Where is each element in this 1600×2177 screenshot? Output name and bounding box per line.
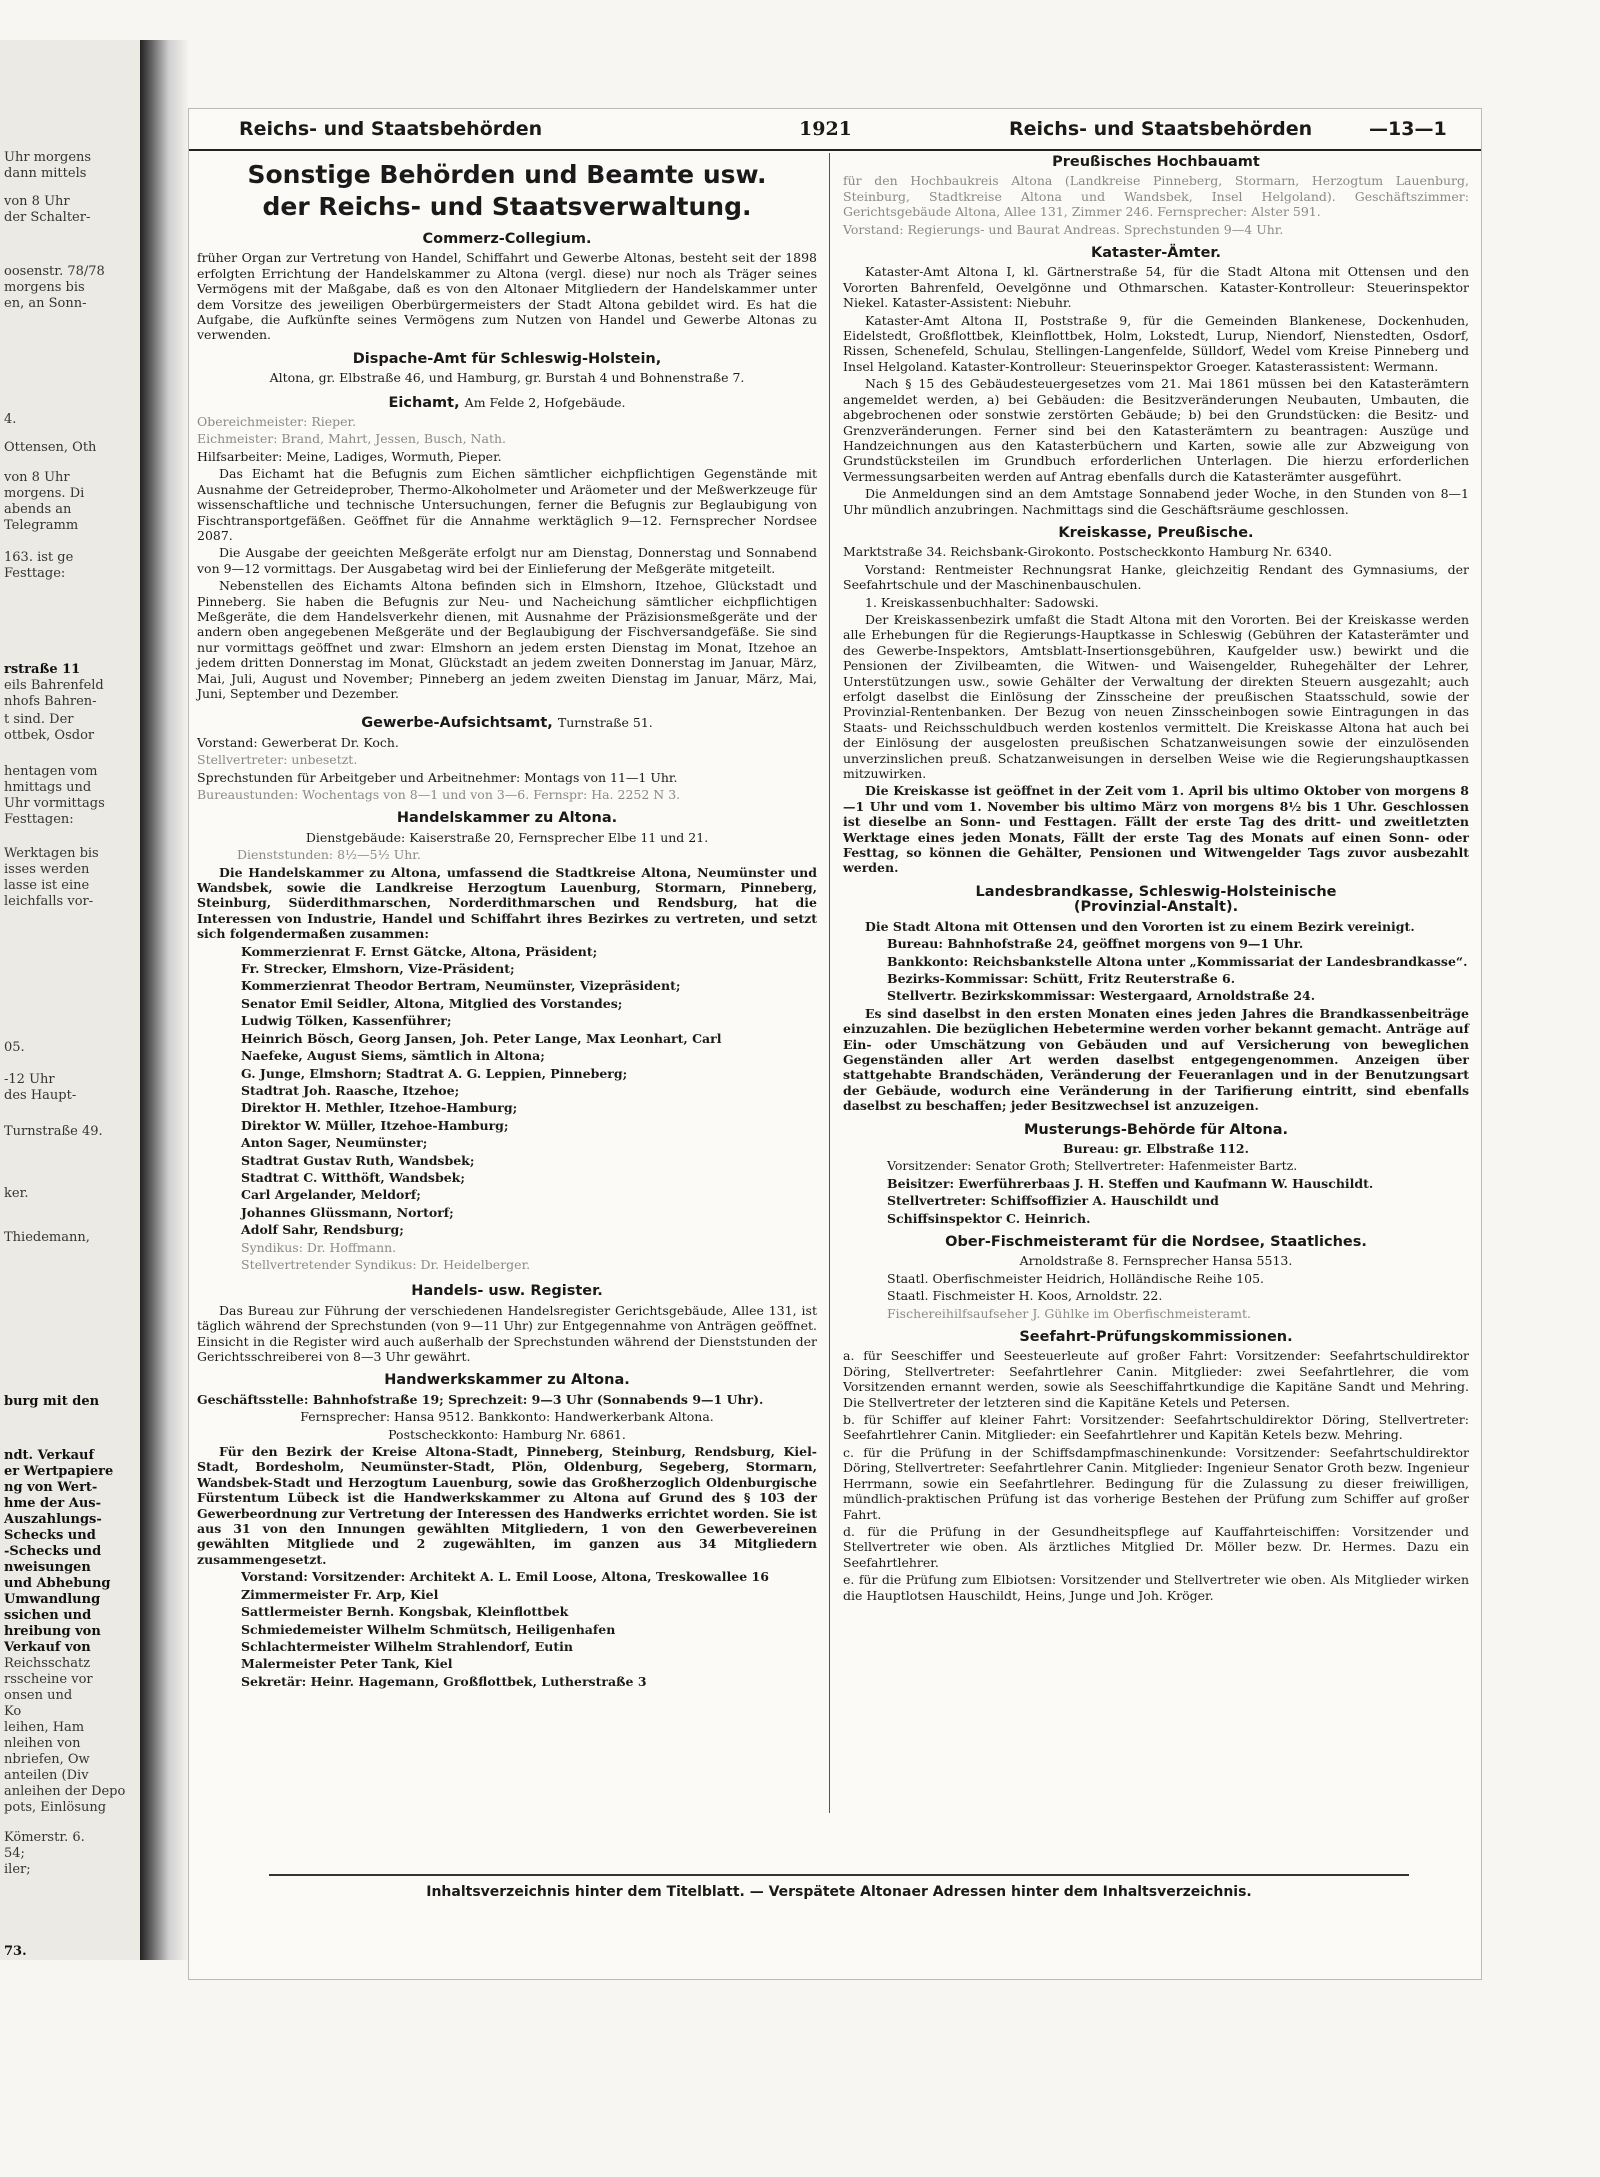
prev-page-line: von 8 Uhr (4, 194, 70, 209)
heading-landesbrandkasse-sub: (Provinzial-Anstalt). (1073, 899, 1239, 916)
kk-line: Vorstand: Rentmeister Rechnungsrat Hanke, gleichzeitig Rendant des Gymnasiums, der Seefahrtschule und der Maschinenbauschulen. (843, 561, 1469, 593)
eich-text-3: Nebenstellen des Eichamts Altona befinden sich in Elmshorn, Itzehoe, Glückstadt und Pinneberg. Sie haben die Befugnis zur Neu- und Nacheichung sämtlicher eichpflichtigen Meßgeräte, die dem Handelsverkehr dienen, mit Ausnahme der Präzisionsmeßgeräte und der andern oben angegebenen Meßgeräte und der Beglaubigung der Fischversandgefäße. Sie sind nur vormittags geöffnet und zwar: Elmshorn an jedem ersten Dienstag im Monat, Itzehoe an jedem dritten Donnerstag im Monat, Glückstadt an jedem zweiten Donnerstag im Januar, März, Mai, Juli, August und November; Pinneberg an jedem zweiten Dienstag im Januar, März, Mai, Juni, September und Dezember. (197, 578, 817, 701)
hwk-line: Fernsprecher: Hansa 9512. Bankkonto: Handwerkerbank Altona. (300, 1409, 714, 1425)
prev-page-line: 54; (4, 1846, 25, 1861)
gewerbe-line: Sprechstunden für Arbeitgeber und Arbeitnehmer: Montags von 11—1 Uhr. (197, 769, 678, 785)
prev-page-line: hme der Aus- (4, 1496, 101, 1511)
musterung-line: Stellvertreter: Schiffsoffizier A. Hauschildt und (887, 1193, 1219, 1209)
kataster-text-2: Kataster-Amt Altona II, Poststraße 9, für die Gemeinden Blankenese, Dockenhuden, Eidelstedt, Großflottbek, Kleinflottbek, Holm, Lokstedt, Lurup, Niendorf, Nienstedten, Osdorf, Rissen, Schenefeld, Schulau, Stellingen-Langenfelde, Sülldorf, Wedel vom Kreise Pinneberg und Insel Helgoland. Kataster-Kontrolleur: Steuerinspektor Groeger. Katasterassistent: Wermann. (843, 312, 1469, 374)
lb-line-list (843, 936, 1469, 1004)
section-title-line2: der Reichs- und Staatsverwaltung. (262, 192, 752, 221)
prev-page-line: des Haupt- (4, 1088, 77, 1103)
hwk-member: Vorstand: Vorsitzender: Architekt A. L. Emil Loose, Altona, Treskowallee 16 (241, 1569, 769, 1585)
header-left: Reichs- und Staatsbehörden (239, 118, 543, 140)
kk-line: Marktstraße 34. Reichsbank-Girokonto. Postscheckkonto Hamburg Nr. 6340. (843, 544, 1332, 560)
musterung-line: Vorsitzender: Senator Groth; Stellvertreter: Hafenmeister Bartz. (887, 1158, 1298, 1174)
prev-page-line: morgens bis (4, 280, 85, 295)
hk-text: Die Handelskammer zu Altona, umfassend die Stadtkreise Altona, Neumünster und Wandsbek, sowie die Landkreise Herzogtum Lauenburg, Stormarn, Pinneberg, Steinburg, Süderdithmarschen, Norderdithmarschen und Rendsburg, hat die Interessen von Industrie, Handel und Schiffahrt ihres Bezirkes zu vertreten, und setzt sich folgendermaßen zusammen: (197, 864, 817, 942)
text-dispache: Altona, gr. Elbstraße 46, und Hamburg, gr. Burstah 4 und Bohnenstraße 7. (269, 370, 745, 386)
hk-member: Carl Argelander, Meldorf; (241, 1187, 421, 1203)
prev-page-line: en, an Sonn- (4, 296, 87, 311)
fischmeister-line: Fischereihilfsaufseher J. Gühlke im Oberfischmeisteramt. (887, 1305, 1251, 1321)
eich-line: Obereichmeister: Rieper. (197, 414, 357, 430)
hwk-text: Für den Bezirk der Kreise Altona-Stadt, Pinneberg, Steinburg, Rendsburg, Kiel-Stadt, Bordesholm, Neumünster-Stadt, Plön, Oldenburg, Segeberg, Stormarn, Wandsbek-Stadt und Herzogtum Lauenburg, sowie das Großherzoglich Oldenburgische Fürstentum Lübeck ist die Handwerkskammer zu Altona auf Grund des § 103 der Gewerbeordnung zur Vertretung der Interessen des Handwerks errichtet worden. Sie ist aus 31 von den Innungen gewählten Mitgliedern, 1 von den Gewerbevereinen gewählten Mitgliede und 2 zugewählten, im ganzen aus 34 Mitgliedern zusammengesetzt. (197, 1444, 817, 1567)
prev-page-line: Reichsschatz (4, 1656, 91, 1671)
musterung-line: Schiffsinspektor C. Heinrich. (887, 1210, 1091, 1226)
prev-page-line: Festtagen: (4, 812, 74, 827)
hochbau-text: für den Hochbaukreis Altona (Landkreise Pinneberg, Stormarn, Herzogtum Lauenburg, Steinburg, Stadtkreise Altona und Wandsbek, Insel Helgoland). Geschäftszimmer: Gerichtsgebäude Altona, Allee 131, Zimmer 246. Fernsprecher: Alster 591. (843, 173, 1469, 220)
prev-page-line: er Wertpapiere (4, 1464, 114, 1479)
prev-page-line: eils Bahrenfeld (4, 678, 104, 693)
page-number: —13—1 (1369, 118, 1447, 140)
hk-member: Kommerzienrat F. Ernst Gätcke, Altona, Präsident; (241, 943, 598, 959)
lb-line: Bureau: Bahnhofstraße 24, geöffnet morgens von 9—1 Uhr. (887, 936, 1304, 952)
fischmeister-address: Arnoldstraße 8. Fernsprecher Hansa 5513. (1019, 1253, 1293, 1269)
heading-landesbrandkasse: Landesbrandkasse, Schleswig-Holsteinische (975, 883, 1337, 900)
gewerbe-line: Stellvertreter: unbesetzt. (197, 752, 358, 768)
hk-member-list (197, 944, 817, 1273)
prev-page-line: oosenstr. 78/78 (4, 264, 105, 279)
prev-page-line: ng von Wert- (4, 1480, 98, 1495)
prev-page-line: ndt. Verkauf (4, 1448, 95, 1463)
running-header (189, 109, 1481, 151)
heading-kataster: Kataster-Ämter. (1091, 245, 1221, 262)
hk-member: Syndikus: Dr. Hoffmann. (241, 1239, 397, 1255)
eich-text-2: Die Ausgabe der geeichten Meßgeräte erfolgt nur am Dienstag, Donnerstag und Sonnabend von 9—12 vormittags. Der Ausgabetag wird bei der Einlieferung der Meßgeräte mitgeteilt. (197, 545, 817, 576)
lb-line: Bankkonto: Reichsbankstelle Altona unter „Kommissariat der Landesbrandkasse“. (887, 953, 1468, 969)
text-commerz: früher Organ zur Vertretung von Handel, Schiffahrt und Gewerbe Altonas, besteht seit der 1898 erfolgten Errichtung der Handelskammer zu Altona (vergl. diese) nur noch als Träger seines Vermögens mit der Maßgabe, daß es von den Altonaer Mitgliedern der Handelskammer unter dem Vorsitze des jeweiligen Oberbürgermeisters der Stadt Altona gebildet wird. Es hat die Aufgabe, die Aufkünfte seines Vermögens zum Nutzen von Handel und Gewerbe Altonas zu verwenden. (197, 250, 817, 343)
prev-page-line: hmittags und (4, 780, 92, 795)
hk-member: Stadtrat Joh. Raasche, Itzehoe; (241, 1082, 460, 1098)
prev-page-line: morgens. Di (4, 486, 85, 501)
prev-page-line: rsscheine vor (4, 1672, 93, 1687)
prev-page-line: nleihen von (4, 1736, 81, 1751)
prev-page-line: Verkauf von (4, 1640, 91, 1655)
prev-page-line: 163. ist ge (4, 550, 74, 565)
heading-handelskammer: Handelskammer zu Altona. (396, 810, 618, 827)
hk-member: G. Junge, Elmshorn; Stadtrat A. G. Leppien, Pinneberg; (241, 1065, 628, 1081)
prev-page-line: dann mittels (4, 166, 87, 181)
seefahrt-item: a. für Seeschiffer und Seesteuerleute auf großer Fahrt: Vorsitzender: Seefahrtschuldirektor Döring, Stellvertreter: Seefahrtlehrer Canin. Mitglieder: zwei Seefahrtlehrer, die vom Vorsitzenden ernannt werden, sowie als Seeschiffahrtkundige die Kapitäne Sandt und Mehring. Die Stellvertreter der letzteren sind die Kapitäne Ketels und Petersen. (843, 1348, 1469, 1410)
prev-page-line: -12 Uhr (4, 1072, 55, 1087)
hwk-member: Sattlermeister Bernh. Kongsbak, Kleinflottbek (241, 1604, 569, 1620)
seefahrt-item: e. für die Prüfung zum Elbiotsen: Vorsitzender und Stellvertreter wie oben. Als Mitglieder wirken die Hauptlotsen Hauschildt, Heins, Junge und Joh. Kröger. (843, 1572, 1469, 1603)
prev-page-line: Uhr morgens (4, 150, 92, 165)
kataster-text-4: Die Anmeldungen sind an dem Amtstage Sonnabend jeder Woche, in den Stunden von 8—1 Uhr mündlich anzubringen. Nachmittags sind die Geschäftsräume geschlossen. (843, 486, 1469, 517)
eich-line: Eichmeister: Brand, Mahrt, Jessen, Busch, Nath. (197, 431, 506, 447)
hk-member: Naefeke, August Siems, sämtlich in Altona; (241, 1048, 545, 1064)
heading-handwerkskammer: Handwerkskammer zu Altona. (384, 1372, 630, 1389)
prev-page-line: hentagen vom (4, 764, 98, 779)
gewerbe-line: Bureaustunden: Wochentags von 8—1 und von 3—6. Fernspr: Ha. 2252 N 3. (197, 787, 681, 802)
directory-page (188, 108, 1482, 1980)
prev-page-line: nbriefen, Ow (4, 1752, 90, 1767)
prev-page-line: nhofs Bahren- (4, 694, 97, 709)
prev-page-line: Werktagen bis (4, 846, 99, 861)
hk-member: Ludwig Tölken, Kassenführer; (241, 1013, 452, 1029)
prev-page-line: Festtage: (4, 566, 66, 581)
heading-musterung: Musterungs-Behörde für Altona. (1023, 1121, 1289, 1138)
section-title (197, 159, 817, 223)
prev-page-line: isses werden (4, 862, 90, 877)
heading-dispache: Dispache-Amt für Schleswig-Holstein, (352, 350, 662, 367)
prev-page-line: hreibung von (4, 1624, 101, 1639)
page-footer: Inhaltsverzeichnis hinter dem Titelblatt. — Verspätete Altonaer Adressen hinter dem Inhaltsverzeichnis. (269, 1874, 1409, 1900)
prev-page-line: Schecks und (4, 1528, 96, 1543)
kk-text-2: Die Kreiskasse ist geöffnet in der Zeit vom 1. April bis ultimo Oktober von morgens 8—1 Uhr und vom 1. November bis ultimo März von morgens 8½ bis 1 Uhr. Geschlossen ist dieselbe an Sonn- und Festtagen. Fällt der erste Tag des dritt- und zweitletzten Werktage eines jeden Monats, Fällt der erste Tag des Monats auf einen Sonn- oder Festtag, so können die Gehälter, Pensionen und Witwengelder Tags zuvor ausbezahlt werden. (843, 783, 1469, 876)
prev-page-line: Ottensen, Oth (4, 440, 97, 455)
hochbau-vorstand: Vorstand: Regierungs- und Baurat Andreas. Sprechstunden 9—4 Uhr. (843, 221, 1284, 237)
prev-page-line: lasse ist eine (4, 878, 90, 893)
prev-page-line: ssichen und (4, 1608, 92, 1623)
prev-page-line: Ko (4, 1704, 22, 1719)
seefahrt-item: d. für die Prüfung in der Gesundheitspflege auf Kauffahrteischiffen: Vorsitzender und Stellvertreter wie oben. Als ärztliches Mitglied Dr. Möller bezw. Dr. Hermes. Dazu ein Seefahrtlehrer. (843, 1523, 1469, 1570)
header-right: Reichs- und Staatsbehörden (1009, 118, 1313, 140)
fischmeister-line: Staatl. Oberfischmeister Heidrich, Holländische Reihe 105. (887, 1270, 1265, 1286)
prev-page-line: 73. (4, 1944, 27, 1959)
prev-page-line: t sind. Der (4, 712, 74, 727)
section-title-line1: Sonstige Behörden und Beamte usw. (247, 160, 767, 189)
kataster-text-1: Kataster-Amt Altona I, kl. Gärtnerstraße 54, für die Stadt Altona mit Ottensen und den Vororten Bahrenfeld, Oevelgönne und Othmarschen. Kataster-Kontrolleur: Steuerinspektor Niekel. Kataster-Assistent: Niebuhr. (843, 264, 1469, 311)
hwk-member: Schlachtermeister Wilhelm Strahlendorf, Eutin (241, 1638, 573, 1654)
prev-page-line: abends an (4, 502, 72, 517)
prev-page-line: 05. (4, 1040, 25, 1055)
musterung-line: Beisitzer: Ewerführerbaas J. H. Steffen und Kaufmann W. Hauschildt. (887, 1175, 1374, 1191)
hk-member: Direktor W. Müller, Itzehoe-Hamburg; (241, 1117, 509, 1133)
hk-member: Fr. Strecker, Elmshorn, Vize-Präsident; (241, 961, 515, 977)
eich-text-1: Das Eichamt hat die Befugnis zum Eichen sämtlicher eichpflichtigen Gegenstände mit Ausnahme der Getreideprober, Thermo-Alkoholmeter und Aräometer und der Meßwerkzeuge für wissenschaftliche und technische Untersuchungen, ferner die Befugnis zur Beglaubigung von Fischtransportgefäßen. Geöffnet für die Annahme werktäglich 9—12. Fernsprecher Nordsee 2087. (197, 466, 817, 543)
heading-hochbauamt: Preußisches Hochbauamt (1052, 154, 1260, 170)
prev-page-line: burg mit den (4, 1394, 100, 1409)
prev-page-line: Umwandlung (4, 1592, 101, 1607)
musterung-list (843, 1158, 1469, 1226)
fischmeister-list (843, 1271, 1469, 1321)
prev-page-line: Telegramm (4, 518, 79, 533)
lb-line: Stellvertr. Bezirkskommissar: Westergaard, Arnoldstraße 24. (887, 988, 1316, 1004)
gewerbe-name: Gewerbe-Aufsichtsamt, (361, 715, 553, 732)
lb-text-2: Es sind daselbst in den ersten Monaten eines jeden Jahres die Brandkassenbeiträge einzuzahlen. Die bezüglichen Hebetermine werden vorher bekannt gemacht. Anträge auf Ein- oder Umschätzung von Gebäuden und auf Versicherung von beweglichen Gegenständen aller Art werden daselbst entgegengenommen. Anzeigen über stattgehabte Brandschäden, Veränderung der Feueranlagen und in der Benutzungsart der Gebäude, wodurch eine Veränderung in der Tarifierung eintritt, sind ebenfalls daselbst zu beschaffen; jeder Besitzwechsel ist anzuzeigen. (843, 1005, 1469, 1114)
hk-member: Stadtrat C. Witthöft, Wandsbek; (241, 1169, 465, 1185)
prev-page-line: und Abhebung (4, 1576, 111, 1591)
eichamt-name: Eichamt, (388, 394, 460, 411)
left-column (197, 153, 817, 1691)
prev-page-line: Uhr vormittags (4, 796, 105, 811)
right-column (843, 153, 1469, 1605)
seefahrt-item: b. für Schiffer auf kleiner Fahrt: Vorsitzender: Seefahrtschuldirektor Döring, Stellvertreter: Seefahrtlehrer Canin. Mitglieder: ein Seefahrtlehrer und Kapitän Ketels bezw. Mehring. (843, 1412, 1469, 1443)
hk-member: Direktor H. Methler, Itzehoe-Hamburg; (241, 1100, 518, 1116)
hk-member: Johannes Glüssmann, Nortorf; (241, 1204, 454, 1220)
prev-page-line: ottbek, Osdor (4, 728, 95, 743)
lb-text-1: Die Stadt Altona mit Ottensen und den Vororten ist zu einem Bezirk vereinigt. (865, 918, 1415, 934)
kataster-text-3: Nach § 15 des Gebäudesteuergesetzes vom 21. Mai 1861 müssen bei den Katasterämtern angemeldet werden, a) bei Gebäuden: die Besitzveränderungen Neubauten, Umbauten, die abgebrochenen oder sonstwie zerstörten Gebäude; b) bei den Grundstücken: die Besitz- und Grenzveränderungen. Ferner sind bei den Katasterämtern zu beantragen: Auszüge und Handzeichnungen aus den Katasterbüchern und Karten, sowie alle zur Abzweigung von Grundstücksteilen im Grundbuch erforderlichen Unterlagen. Die hierzu erforderlichen Vermessungsarbeiten werden auf Antrag ebenfalls durch die Katasterämter ausgeführt. (843, 376, 1469, 484)
prev-page-line: anleihen der Depo (4, 1784, 126, 1799)
heading-kreiskasse: Kreiskasse, Preußische. (1058, 524, 1254, 541)
prev-page-line: leichfalls vor- (4, 894, 94, 909)
hk-member: Senator Emil Seidler, Altona, Mitglied des Vorstandes; (241, 995, 623, 1011)
prev-page-line: Turnstraße 49. (4, 1124, 103, 1139)
prev-page-line: pots, Einlösung (4, 1800, 107, 1815)
hk-member: Stellvertretender Syndikus: Dr. Heidelberger. (241, 1256, 531, 1272)
hk-line: Dienststunden: 8½—5½ Uhr. (237, 847, 421, 863)
eichamt-address: Am Felde 2, Hofgebäude. (464, 394, 626, 410)
heading-eichamt (197, 395, 817, 411)
gewerbe-line: Vorstand: Gewerberat Dr. Koch. (197, 734, 399, 750)
header-year: 1921 (799, 118, 852, 140)
prev-page-line: 4. (4, 412, 17, 427)
prev-page-line: rstraße 11 (4, 662, 81, 677)
heading-seefahrt: Seefahrt-Prüfungskommissionen. (1019, 1329, 1293, 1346)
prev-page-line: Auszahlungs- (4, 1512, 102, 1527)
heading-fischmeisteramt: Ober-Fischmeisteramt für die Nordsee, Staatliches. (945, 1234, 1367, 1250)
heading-gewerbe (197, 715, 817, 731)
hwk-member-list (197, 1569, 817, 1689)
prev-page-line: -Schecks und (4, 1544, 102, 1559)
prev-page-line: ker. (4, 1186, 29, 1201)
hwk-line: Geschäftsstelle: Bahnhofstraße 19; Sprechzeit: 9—3 Uhr (Sonnabends 9—1 Uhr). (197, 1391, 764, 1407)
prev-page-line: onsen und (4, 1688, 73, 1703)
prev-page-line: anteilen (Div (4, 1768, 89, 1783)
heading-commerz: Commerz-Collegium. (422, 231, 592, 247)
lb-line: Bezirks-Kommissar: Schütt, Fritz Reuterstraße 6. (887, 970, 1236, 986)
hk-line: Dienstgebäude: Kaiserstraße 20, Fernsprecher Elbe 11 und 21. (305, 829, 709, 845)
hwk-member: Schmiedemeister Wilhelm Schmütsch, Heiligenhafen (241, 1621, 616, 1637)
hwk-member: Sekretär: Heinr. Hagemann, Großflottbek, Lutherstraße 3 (241, 1673, 647, 1689)
kk-text-1: Der Kreiskassenbezirk umfaßt die Stadt Altona mit den Vororten. Bei der Kreiskasse werden alle Erhebungen für die Regierungs-Hauptkasse in Schleswig (Gebühren der Katasterämter und des Gewerbe-Inspektors, Amtsblatt-Insertionsgebühren, Kaufgelder usw.) bewirkt und die Pensionen der Zivilbeamten, die Witwen- und Waisengelder, Ruhegehälter der Lehrer, Unterstützungen usw., sowie Gehälter der Verwaltung der direkten Steuern ausgezahlt; auch erfolgt daselbst die Einlösung der Zinsscheine der preußischen Staatsschuld, sowie der Provinzial-Rentenbanken. Der Bezug von neuen Zinsscheinbogen sowie Eintragungen in das Staats- und Reichsschuldbuch werden kostenlos vermittelt. Die Kreiskasse Altona hat auch bei der Einlösung der ausgelosten preußischen Schatzanweisungen sowie der einzulösenden unverzinslichen preuß. Schatzanweisungen in derselben Weise wie die Regierungshauptkassen mitzuwirken. (843, 611, 1469, 782)
heading-register: Handels- usw. Register. (411, 1283, 603, 1300)
hwk-member: Zimmermeister Fr. Arp, Kiel (241, 1586, 439, 1602)
hk-member: Heinrich Bösch, Georg Jansen, Joh. Peter Lange, Max Leonhart, Carl (241, 1030, 722, 1046)
hk-member: Stadtrat Gustav Ruth, Wandsbek; (241, 1152, 475, 1168)
musterung-bureau: Bureau: gr. Elbstraße 112. (1063, 1140, 1249, 1156)
kk-line: 1. Kreiskassenbuchhalter: Sadowski. (865, 594, 1099, 610)
fischmeister-line: Staatl. Fischmeister H. Koos, Arnoldstr. 22. (887, 1288, 1163, 1304)
seefahrt-list (843, 1348, 1469, 1603)
previous-page-fragment (0, 40, 143, 1960)
hk-member: Adolf Sahr, Rendsburg; (241, 1222, 404, 1238)
prev-page-line: Thiedemann, (4, 1230, 90, 1245)
register-text: Das Bureau zur Führung der verschiedenen Handelsregister Gerichtsgebäude, Allee 131, ist täglich während der Sprechstunden (von 9—11 Uhr) zur Entgegennahme von Anträgen geöffnet. Einsicht in die Register wird auch außerhalb der Sprechstunden während der Dienststunden der Gerichtsschreiberei von 8—3 Uhr gewährt. (197, 1302, 817, 1364)
seefahrt-item: c. für die Prüfung in der Schiffsdampfmaschinenkunde: Vorsitzender: Seefahrtschuldirektor Döring, Stellvertreter: Seefahrtlehrer Canin. Mitglieder: Ingenieur Senator Groth bezw. Ingenieur Herrmann, sowie ein Seefahrtlehrer. Bedingung für die Zulassung zu dieser freiwilligen, mündlich-praktischen Prüfung ist das vorherige Bestehen der Prüfung zum Schiffer auf großer Fahrt. (843, 1444, 1469, 1522)
gewerbe-address: Turnstraße 51. (557, 715, 653, 731)
prev-page-line: iler; (4, 1862, 31, 1877)
prev-page-line: der Schalter- (4, 210, 91, 225)
hwk-line: Postscheckkonto: Hamburg Nr. 6861. (388, 1426, 626, 1442)
prev-page-line: nweisungen (4, 1560, 91, 1575)
hwk-member: Malermeister Peter Tank, Kiel (241, 1656, 453, 1672)
prev-page-line: Kömerstr. 6. (4, 1830, 85, 1845)
prev-page-line: leihen, Ham (4, 1720, 85, 1735)
prev-page-line: von 8 Uhr (4, 470, 70, 485)
eich-line: Hilfsarbeiter: Meine, Ladiges, Wormuth, Pieper. (197, 448, 502, 464)
book-gutter (140, 40, 188, 1960)
hk-member: Kommerzienrat Theodor Bertram, Neumünster, Vizepräsident; (241, 978, 681, 994)
hk-member: Anton Sager, Neumünster; (241, 1135, 428, 1151)
column-divider (829, 153, 830, 1813)
